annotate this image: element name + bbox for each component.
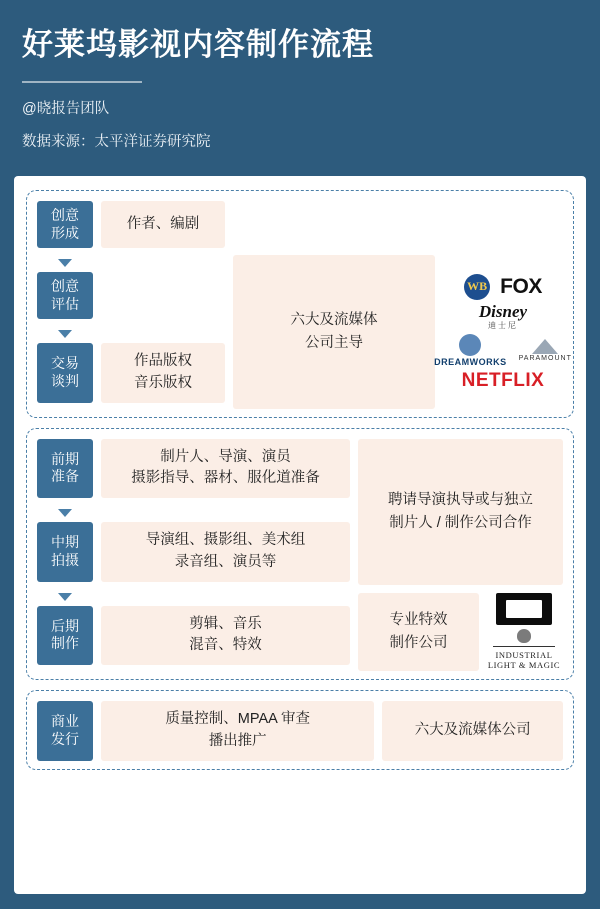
- logo-row-1: [464, 274, 542, 300]
- group1-right-column: [233, 201, 572, 409]
- ilm-screen-icon: [496, 593, 552, 625]
- cell-line2: 播出推广: [208, 732, 267, 749]
- stage-label-line2: 拍摄: [51, 551, 79, 568]
- netflix-logo: NETFLIX: [461, 369, 545, 391]
- data-source: 数据来源：太平洋证券研究院: [22, 133, 211, 150]
- logo-row-4: [462, 370, 545, 392]
- stage-post-production[interactable]: [37, 606, 93, 666]
- cell-quality-and-mpaa: [101, 701, 374, 761]
- ilm-divider: [493, 646, 555, 647]
- row-post-production: [37, 606, 350, 666]
- row-cells: [101, 522, 350, 582]
- row-cells: [101, 272, 225, 319]
- paramount-logo: [519, 339, 572, 362]
- stage-label-line1: 创意: [51, 207, 79, 223]
- page-title: 好莱坞影视内容制作流程: [22, 27, 374, 62]
- group1-layout: [37, 201, 572, 409]
- group2-left-column: [37, 439, 350, 672]
- arrow-down-3: [37, 504, 93, 522]
- cell-line1: 作品版权: [134, 353, 192, 369]
- ilm-label-line1: INDUSTRIAL: [495, 649, 553, 660]
- group-production: [26, 428, 574, 681]
- chevron-down-icon: [58, 330, 72, 338]
- ilm-lamp-icon: [517, 629, 531, 643]
- cell-empty: [101, 272, 225, 319]
- stage-label-line2: 发行: [51, 730, 79, 747]
- stage-label-line1: 后期: [51, 617, 79, 634]
- cell-line2: 公司主导: [305, 334, 363, 351]
- cell-line1: 质量控制、MPAA 审查: [165, 711, 311, 727]
- cell-writers: 作者、编剧: [101, 201, 225, 248]
- cell-shooting-crew: [101, 522, 350, 582]
- cell-studio-led-top: [233, 201, 435, 255]
- chevron-down-icon: [58, 509, 72, 517]
- arrow-down-4: [37, 588, 93, 606]
- row-cells: [101, 606, 350, 666]
- row-commercial-distribution: [37, 701, 563, 761]
- group2-layout: [37, 439, 563, 672]
- cell-pre-production-crew: [101, 439, 350, 499]
- arrow-down-2: [37, 325, 93, 343]
- logo-row-3: [434, 334, 572, 367]
- stage-label-line1: 商业: [51, 713, 79, 730]
- stage-creative-evaluation[interactable]: [37, 272, 93, 319]
- paramount-label: PARAMOUNT: [518, 354, 572, 362]
- stage-label-line1: 前期: [51, 450, 79, 467]
- group-distribution: [26, 690, 574, 770]
- dreamworks-logo: [434, 334, 507, 367]
- stage-label-line2: 准备: [51, 468, 79, 485]
- row-cells: [101, 343, 225, 403]
- ilm-label: [488, 650, 560, 671]
- header: [0, 0, 600, 151]
- stage-creative-formation[interactable]: [37, 201, 93, 248]
- chevron-down-icon: [58, 593, 72, 601]
- cell-line2: 制作公司: [389, 634, 448, 651]
- cell-line1: 制片人、导演、演员: [160, 448, 291, 465]
- stage-pre-production[interactable]: [37, 439, 93, 499]
- row-creative-formation: [37, 201, 225, 248]
- cell-post-tasks: [101, 606, 350, 666]
- vfx-row: [358, 593, 563, 671]
- cell-line1: 导演组、摄影组、美术组: [145, 532, 306, 548]
- arrow-down-1: [37, 254, 93, 272]
- cell-studio-led: [233, 255, 435, 409]
- cell-rights: [101, 343, 225, 403]
- row-pre-production: [37, 439, 350, 499]
- ilm-logo: [485, 593, 563, 671]
- logo-row-2: [479, 303, 527, 331]
- disney-logo: Disney: [478, 301, 528, 321]
- group1-left-column: [37, 201, 225, 409]
- stage-commercial-distribution[interactable]: [37, 701, 93, 761]
- chevron-down-icon: [58, 259, 72, 267]
- group1-right-stack: [233, 201, 435, 409]
- row-creative-evaluation: [37, 272, 225, 319]
- author-handle: @晓报告团队: [22, 100, 110, 117]
- row-cells: [101, 201, 225, 248]
- warner-bros-icon: WB: [464, 274, 490, 300]
- row-deal-negotiation: [37, 343, 225, 403]
- cell-line2: 摄影指导、器材、服化道准备: [131, 470, 320, 487]
- stage-principal-photography[interactable]: [37, 522, 93, 582]
- stage-label-line2: 制作: [51, 635, 79, 652]
- fox-logo: FOX: [500, 274, 542, 298]
- group2-right-column: [358, 439, 563, 672]
- cell-line1: 六大及流媒体: [290, 312, 378, 329]
- row-cells: [101, 439, 350, 499]
- paramount-mountain-icon: [532, 339, 558, 354]
- stage-label-line2: 形成: [51, 224, 79, 241]
- ilm-screen-inner: [506, 600, 542, 618]
- row-principal-photography: [37, 522, 350, 582]
- studio-logos: [434, 257, 572, 409]
- group-creative-development: [26, 190, 574, 418]
- cell-line1: 剪辑、音乐: [189, 615, 262, 632]
- stage-label-line1: 交易: [51, 355, 79, 372]
- cell-line2: 制片人 / 制作公司合作: [389, 514, 532, 531]
- disney-sub-label: 迪士尼: [487, 320, 518, 330]
- dreamworks-label: DREAMWORKS: [434, 356, 507, 367]
- cell-line1: 专业特效: [389, 612, 448, 629]
- cell-hire-director: [358, 439, 563, 585]
- stage-label-line1: 创意: [51, 278, 79, 294]
- cell-line2: 音乐版权: [134, 374, 192, 391]
- cell-line1: 聘请导演执导或与独立: [388, 492, 533, 509]
- stage-label-line2: 谈判: [51, 372, 79, 389]
- stage-label-line1: 中期: [51, 534, 79, 551]
- ilm-label-line2: LIGHT & MAGIC: [487, 660, 561, 671]
- dreamworks-moon-icon: [459, 334, 481, 356]
- row-cells: [101, 701, 563, 761]
- cell-line2: 混音、特效: [189, 637, 262, 654]
- cell-line2: 录音组、演员等: [174, 553, 277, 570]
- stage-label-line2: 评估: [51, 295, 79, 312]
- title-divider: [22, 81, 142, 83]
- cell-vfx-company: [358, 593, 479, 671]
- stage-deal-negotiation[interactable]: [37, 343, 93, 403]
- flow-card: [14, 176, 586, 894]
- cell-big-six-streaming: 六大及流媒体公司: [382, 701, 563, 761]
